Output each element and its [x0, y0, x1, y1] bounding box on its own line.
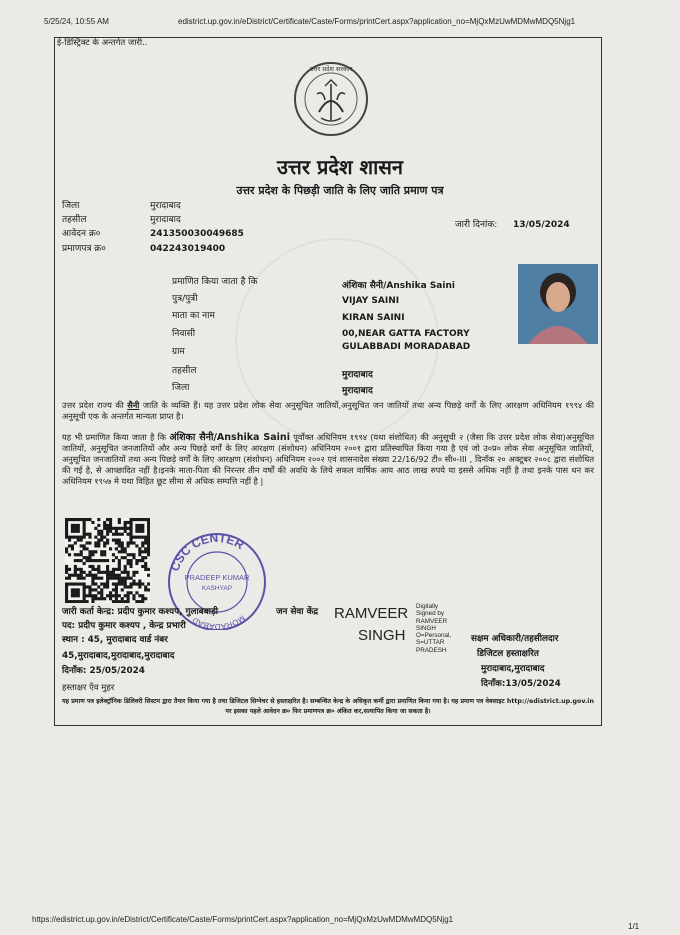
- authority-place: मुरादाबाद,मुरादाबाद: [481, 664, 545, 674]
- issuer-post: पद: प्रदीप कुमार कश्यप , केन्द्र प्रभारी: [62, 621, 186, 631]
- print-page-number: 1/1: [628, 922, 640, 931]
- applicant-photo: [518, 264, 598, 344]
- field-label-certified: प्रमाणित किया जाता है कि: [172, 277, 258, 287]
- issuer-address: 45,मुरादाबाद,मुरादाबाद,मुरादाबाद: [62, 651, 175, 661]
- stamp-city-text: MORADABAD: [190, 613, 247, 630]
- field-label-mother: माता का नाम: [172, 311, 215, 321]
- authority-date: दिनाँक:13/05/2024: [481, 679, 561, 689]
- print-url-top: edistrict.up.gov.in/eDistrict/Certificate/Caste/Forms/printCert.aspx?application_no=MjQxMzUwMDMwMDQ5Njg1: [178, 17, 576, 26]
- meta-district-value: मुरादाबाद: [150, 201, 181, 211]
- field-value-address: 00,NEAR GATTA FACTORY: [342, 329, 470, 339]
- print-url-bottom: https://edistrict.up.gov.in/eDistrict/Certificate/Caste/Forms/printCert.aspx?application_no=MjQxMzUwMDMwMDQ5Njg1: [32, 915, 454, 924]
- field-value-mother: KIRAN SAINI: [342, 313, 405, 323]
- certificate-subtitle: उत्तर प्रदेश के पिछड़ी जाति के लिए जाति प्रमाण पत्र: [236, 184, 444, 197]
- issuer-place: स्थान : 45, मुरादाबाद वार्ड नंबर: [62, 635, 168, 645]
- digital-sign-details: Digitally Signed by RAMVEER SINGH O=Personal, S=UTTAR PRADESH: [416, 603, 452, 654]
- issuer-center: जारी कर्ता केन्द्र: प्रदीप कुमार कश्यप, गुलाबबाड़ी: [62, 607, 219, 617]
- issue-date-label: जारी दिनांक:: [455, 220, 498, 230]
- meta-certificate-label: प्रमाणपत्र क्र०: [62, 244, 106, 254]
- verification-note: यह प्रमाण पत्र इलेक्ट्रॉनिक डिलिवरी सिस्टम द्वारा तैयार किया गया है तथा डिजिटल सिग्नेचर से हस्ताक्षरित है। सम्बन्धित केन्द्र के अधिकृत कर्मी द्वारा प्रमाणित किया गया है। यह प्रमाण पत्र वेबसाइट http://edistrict.up.gov.in पर इसका पहले आवेदन क्र० फिर प्रमाणपत्र क्र० अंकित कर,सत्यापित किया जा सकता है।: [62, 698, 594, 715]
- certificate-title: उत्तर प्रदेश शासन: [277, 155, 403, 179]
- meta-tehsil-value: मुरादाबाद: [150, 215, 181, 225]
- qr-code: [65, 518, 150, 603]
- field-label-tehsil: तहसील: [172, 366, 197, 376]
- field-value-name: अंशिका सैनी/Anshika Saini: [342, 281, 455, 291]
- issued-under-text: ई-डिस्ट्रिक्ट के अन्तर्गत जारी..: [57, 38, 148, 48]
- field-label-parent: पुत्र/पुत्री: [172, 294, 198, 304]
- print-timestamp: 5/25/24, 10:55 AM: [44, 17, 109, 26]
- meta-application-value: 241350030049685: [150, 229, 244, 239]
- issuer-center-suffix: जन सेवा केंद्र: [276, 607, 319, 617]
- issuer-sign-label: हस्ताक्षर एँव मुहर: [62, 683, 115, 693]
- field-label-village: ग्राम: [172, 347, 185, 357]
- meta-certificate-value: 042243019400: [150, 244, 226, 254]
- field-value-district: मुरादाबाद: [342, 386, 373, 396]
- digital-sign-name-1: RAMVEER: [334, 605, 409, 622]
- stamp-outer-text: CSC CENTER: [167, 530, 247, 574]
- digital-sign-name-2: SINGH: [358, 627, 406, 644]
- field-value-father: VIJAY SAINI: [342, 296, 400, 306]
- field-label-district: जिला: [172, 383, 190, 393]
- authority-title: सक्षम अधिकारी/तहसीलदार: [471, 634, 559, 644]
- emblem-text: उत्तर प्रदेश सरकार: [309, 65, 353, 73]
- meta-application-label: आवेदन क्र०: [62, 229, 101, 239]
- meta-district-label: जिला: [62, 201, 80, 211]
- caste-name: सैनी: [127, 400, 140, 410]
- issuer-date: दिनाँक: 25/05/2024: [62, 666, 145, 676]
- caste-paragraph: उत्तर प्रदेश राज्य की सैनी जाति के व्यक्ति हैं। यह उत्तर प्रदेश लोक सेवा अनुसूचित जातियों,अनुसूचित जन जातियों तथा अन्य पिछड़े वर्गों के लिए आरक्षण अधिनियम १९९४ की अनुसूची एक के अन्तर्गत मान्यता प्राप्त है।: [62, 400, 595, 421]
- para-person-name: अंशिका सैनी/Anshika Saini: [169, 432, 290, 443]
- field-label-resident: निवासी: [172, 329, 196, 339]
- authority-digital: डिजिटल हस्ताक्षरित: [477, 649, 539, 659]
- certification-paragraph: यह भी प्रमाणित किया जाता है कि अंशिका सैनी/Anshika Saini पूर्वोक्त अधिनियम १९९४ (यथा संशोधित) की अनुसूची २ (जैसा कि उत्तर प्रदेश लोक सेवा)अनुसूचित जातियों, अनुसूचित जनजातियों और अन्य पिछड़े वर्गों के लिए आरक्षण (संशोधन) अधिनियम २००१ द्वारा प्रतिस्थापित किया गया है एवं जो उ०प्र० लोक सेवा अनुसूचित जातियों, अनुसूचित जनजातियों तथा अन्य पिछड़े वर्गों के लिए आरक्षण (संशोधन) अधिनियम २००२ एवं शासनादेश संख्या 22/16/92 टी० सी०-III , दिनाँक २० अक्टूबर २००८ द्वारा संशोधित की गई है, से आच्छादित नहीं है।इनके माता-पिता की निरन्तर तीन वर्षों की अवधि के लिये सकल वार्षिक आय आठ लाख रुपये या इससे अधिक नहीं है तथा इनके पास धन कर अधिनियम १९५७ मे यथा विहित छूट सीमा से अधिक सम्पत्ति नहीं है |: [62, 432, 595, 486]
- issue-date-value: 13/05/2024: [513, 220, 570, 230]
- stamp-sub-text: KASHYAP: [201, 585, 233, 592]
- stamp-name-text: PRADEEP KUMAR: [184, 573, 250, 582]
- meta-tehsil-label: तहसील: [62, 215, 87, 225]
- field-value-tehsil: मुरादाबाद: [342, 370, 373, 380]
- field-value-village: GULABBADI MORADABAD: [342, 342, 471, 352]
